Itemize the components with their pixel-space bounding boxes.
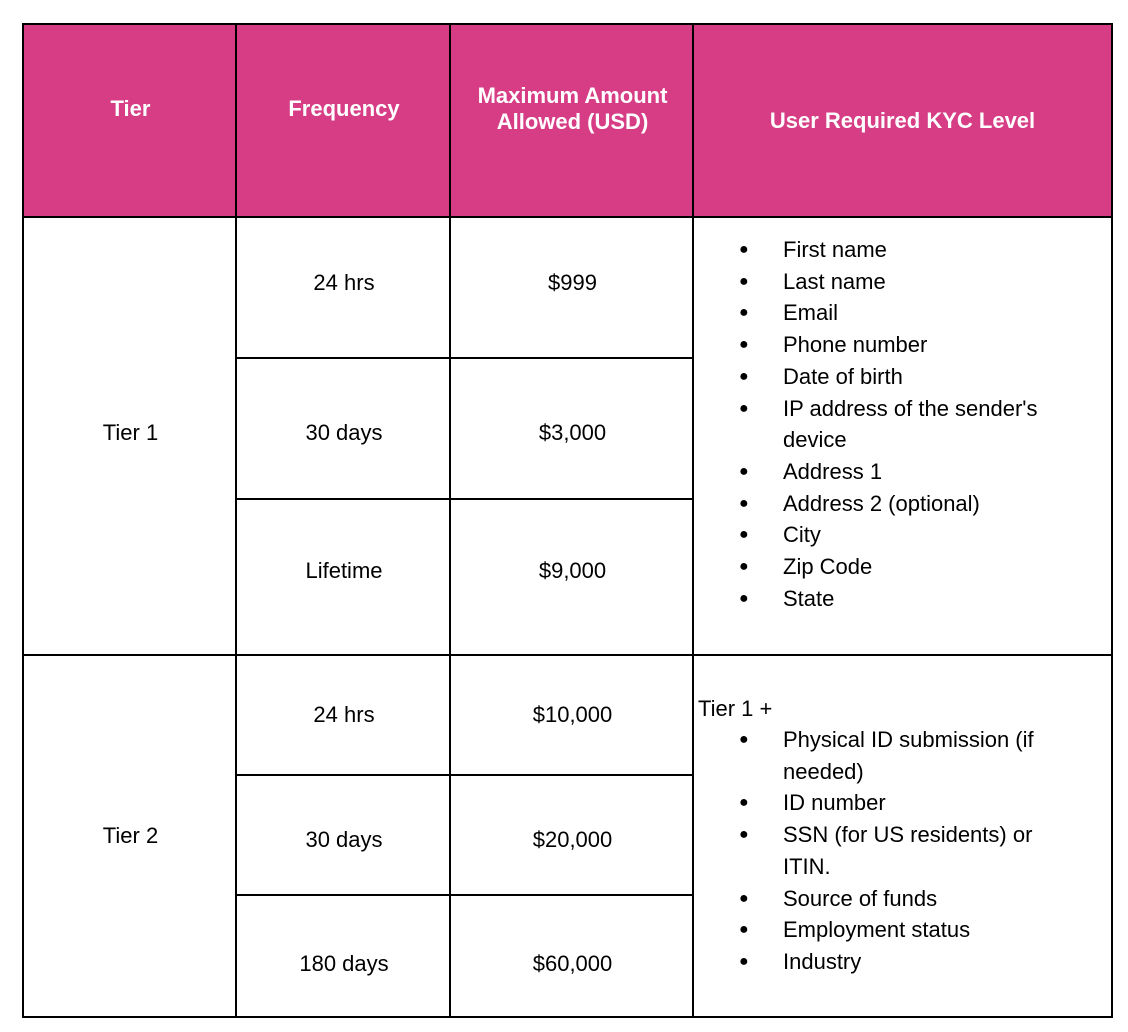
header-max-amount <box>451 25 694 216</box>
tier-2-kyc-cell <box>696 693 1111 978</box>
list-item: ● ID number <box>696 787 1111 819</box>
list-item: ● Last name <box>696 266 1111 298</box>
tier-2-frequency-2 <box>237 776 451 894</box>
tier-1-frequency-2 <box>237 359 451 498</box>
amount-text: $10,000 <box>532 702 613 727</box>
tier-2-kyc-prefix: Tier 1 + <box>698 696 773 721</box>
tier-2-amount-3 <box>451 896 694 1016</box>
tier-2-name-cell <box>24 656 237 1016</box>
row-divider <box>235 498 694 500</box>
column-divider <box>692 25 694 1016</box>
frequency-text: 30 days <box>305 419 383 445</box>
header-max-amount-line2: Allowed (USD) <box>496 109 649 134</box>
tier-2-amount-2 <box>451 776 694 894</box>
row-divider <box>24 654 1111 656</box>
tier-1-frequency-3 <box>237 500 451 654</box>
header-kyc-label: User Required KYC Level <box>769 107 1036 133</box>
header-tier-label: Tier <box>110 96 151 121</box>
column-divider <box>449 25 451 1016</box>
tier-2-frequency-3 <box>237 896 451 1016</box>
list-item: ● Address 1 <box>696 456 1111 488</box>
header-max-amount-line1: Maximum Amount <box>477 83 668 108</box>
list-item: ● SSN (for US residents) or ITIN. <box>696 819 1111 882</box>
tier-2-frequency-1 <box>237 656 451 774</box>
list-item: ● Email <box>696 297 1111 329</box>
list-item: ● Address 2 (optional) <box>696 488 1111 520</box>
list-item: ● Date of birth <box>696 361 1111 393</box>
list-item: ● IP address of the sender's device <box>696 393 1111 456</box>
kyc-limits-table <box>22 23 1113 1018</box>
amount-text: $999 <box>548 269 597 295</box>
amount-text: $9,000 <box>538 558 607 583</box>
amount-text: $3,000 <box>538 419 607 445</box>
amount-text: $60,000 <box>532 951 613 976</box>
row-divider <box>235 357 694 359</box>
tier-2-amount-1 <box>451 656 694 774</box>
row-divider <box>235 894 694 896</box>
row-divider <box>24 216 1111 218</box>
tier-2-name: Tier 2 <box>102 823 159 848</box>
frequency-text: Lifetime <box>305 558 383 583</box>
amount-text: $20,000 <box>532 827 613 852</box>
tier-1-amount-2 <box>451 359 694 498</box>
list-item: ● Phone number <box>696 329 1111 361</box>
frequency-text: 24 hrs <box>313 269 375 295</box>
tier-1-amount-3 <box>451 500 694 654</box>
list-item: ● First name <box>696 234 1111 266</box>
frequency-text: 180 days <box>299 951 389 976</box>
tier-1-name: Tier 1 <box>102 420 159 445</box>
tier-1-frequency-1 <box>237 218 451 357</box>
list-item: ● Industry <box>696 946 1111 978</box>
list-item: ● Employment status <box>696 914 1111 946</box>
list-item: ● Source of funds <box>696 883 1111 915</box>
tier-1-kyc-list <box>696 234 1111 614</box>
frequency-text: 30 days <box>305 827 383 852</box>
header-frequency <box>237 25 451 216</box>
tier-1-kyc-cell <box>696 234 1111 614</box>
row-divider <box>235 774 694 776</box>
list-item: ● Zip Code <box>696 551 1111 583</box>
tier-1-name-cell <box>24 218 237 654</box>
list-item: ● City <box>696 519 1111 551</box>
column-divider <box>235 25 237 1016</box>
list-item: ● State <box>696 583 1111 615</box>
tier-2-kyc-list <box>696 724 1111 978</box>
tier-1-amount-1 <box>451 218 694 357</box>
header-frequency-label: Frequency <box>288 96 400 121</box>
list-item: ● Physical ID submission (if needed) <box>696 724 1111 787</box>
header-kyc-level <box>694 25 1111 216</box>
header-tier <box>24 25 237 216</box>
frequency-text: 24 hrs <box>313 702 375 727</box>
